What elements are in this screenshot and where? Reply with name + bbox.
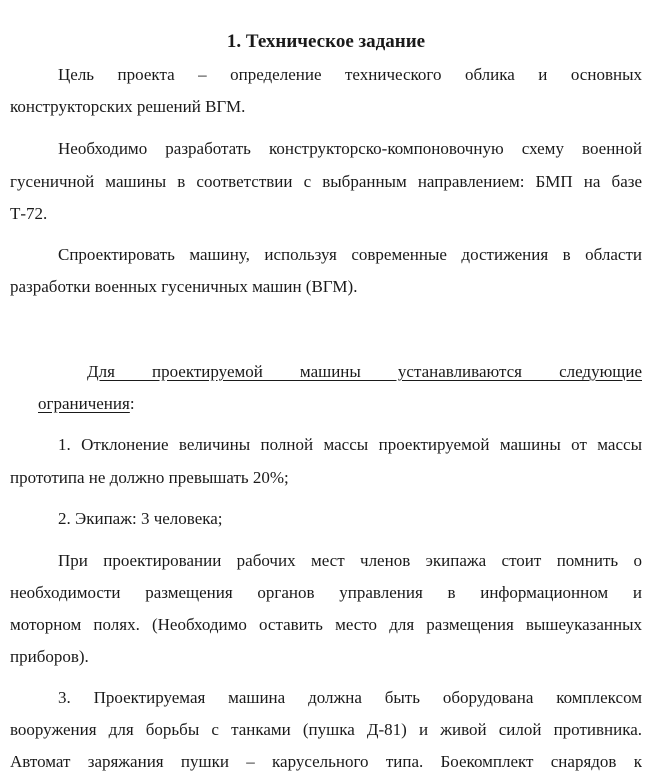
paragraph-goal-line-2: конструкторских решений ВГМ. xyxy=(10,97,246,116)
constraint-3-line-3: Автомат заряжания пушки – карусельного типа. Боекомплект снарядов к xyxy=(10,752,642,771)
paragraph-design-line-1: Спроектировать машину, используя современные достижения в области xyxy=(58,245,642,264)
paragraph-goal-line-1: Цель проекта – определение технического облика и основных xyxy=(58,65,642,84)
constraint-1-line-2: прототипа не должно превышать 20%; xyxy=(10,468,289,487)
workplaces-line-1: При проектировании рабочих мест членов экипажа стоит помнить о xyxy=(58,551,642,570)
paragraph-scheme-line-1: Необходимо разработать конструкторско-компоновочную схему военной xyxy=(58,139,642,158)
constraint-1-line-1: 1. Отклонение величины полной массы проектируемой машины от массы xyxy=(58,435,642,454)
workplaces-line-2: необходимости размещения органов управления в информационном и xyxy=(10,583,642,602)
constraints-intro-line-2 xyxy=(38,392,135,416)
constraints-word: ограничения xyxy=(38,394,130,413)
constraint-3-line-1: 3. Проектируемая машина должна быть оборудована комплексом xyxy=(58,688,642,707)
paragraph-design-line-2: разработки военных гусеничных машин (ВГМ). xyxy=(10,277,358,296)
constraint-2-line-1: 2. Экипаж: 3 человека; xyxy=(58,509,223,528)
section-heading: 1. Техническое задание xyxy=(226,31,426,52)
paragraph-scheme-line-3: Т-72. xyxy=(10,204,48,223)
workplaces-line-3: моторном полях. (Необходимо оставить место для размещения вышеуказанных xyxy=(10,615,642,634)
workplaces-line-4: приборов). xyxy=(10,647,89,666)
constraint-3-line-2: вооружения для борьбы с танками (пушка Д-81) и живой силой противника. xyxy=(10,720,642,739)
constraints-colon: : xyxy=(129,394,135,413)
paragraph-scheme-line-2: гусеничной машины в соответствии с выбранным направлением: БМП на базе xyxy=(10,172,642,191)
constraints-intro-line-1: Для проектируемой машины устанавливаются следующие xyxy=(87,362,642,381)
